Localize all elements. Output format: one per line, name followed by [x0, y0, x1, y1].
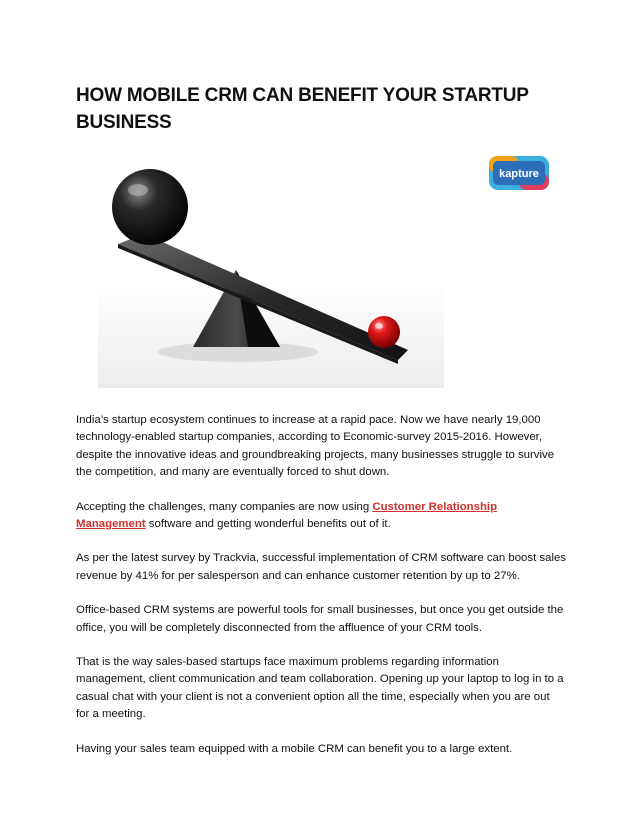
- crm-link[interactable]: Customer Relationship Management: [76, 500, 498, 531]
- article-title: HOW MOBILE CRM CAN BENEFIT YOUR STARTUP BUSINESS: [76, 85, 529, 133]
- paragraph-survey: As per the latest survey by Trackvia, successful implementation of CRM software can boost sales revenue by 41% for per salesperson and can enhance customer retention by up to 27%.: [76, 552, 567, 582]
- paragraph-problems: That is the way sales-based startups face maximum problems regarding information management, client communication and team collaboration. Opening up your laptop to log in to a casual chat with your client is not a convenient option all the time, especially when you are out for a meeting.: [76, 656, 564, 721]
- paragraph-office-crm: Office-based CRM systems are powerful tools for small businesses, but once you get outside the office, you will be completely disconnected from the affluence of your CRM tools.: [76, 604, 564, 634]
- paragraph-intro: India’s startup ecosystem continues to increase at a rapid pace. Now we have nearly 19,000 technology-enabled startup companies, according to Economic-survey 2015-2016. However, despite the innovative ideas and groundbreaking projects, many businesses struggle to survive the competition, and many are eventually forced to shut down.: [76, 414, 555, 479]
- article-body: [76, 412, 566, 775]
- seesaw-balance-illustration: [98, 162, 444, 388]
- paragraph-crm-text-after: software and getting wonderful benefits out of it.: [145, 518, 391, 531]
- paragraph-crm: [76, 499, 566, 534]
- paragraph-mobile-crm: Having your sales team equipped with a mobile CRM can benefit you to a large extent.: [76, 742, 513, 755]
- kapture-logo-icon: [487, 154, 551, 192]
- logo-text: kapture: [499, 168, 539, 180]
- paragraph-crm-text-before: Accepting the challenges, many companies are now using: [76, 500, 373, 513]
